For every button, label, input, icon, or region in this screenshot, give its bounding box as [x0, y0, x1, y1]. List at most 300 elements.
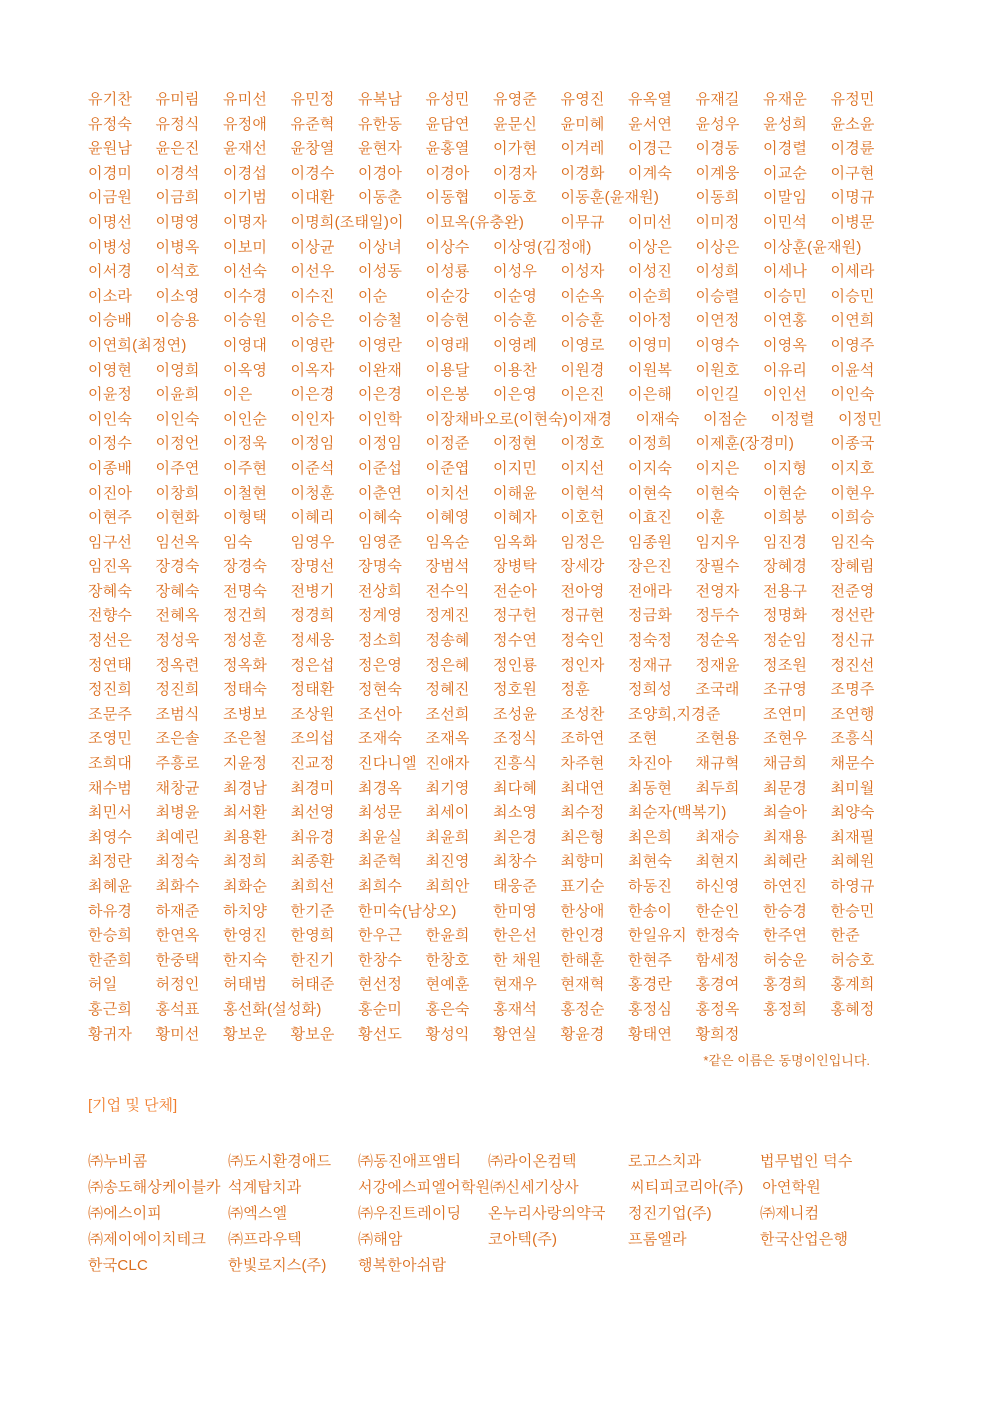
person-name: 한인경 — [560, 927, 605, 945]
person-name: 최예린 — [155, 828, 200, 846]
person-name: 최정숙 — [155, 853, 200, 871]
company-name: ㈜해암 — [358, 1231, 403, 1249]
person-name: 한 채원 — [493, 951, 542, 969]
person-name: 최희안 — [425, 878, 470, 895]
person-name: 이원경 — [560, 361, 605, 379]
person-name: 윤원남 — [88, 140, 133, 158]
person-name: 한상애 — [560, 902, 605, 920]
person-name: 허태준 — [290, 976, 335, 994]
person-name: 정훈 — [560, 681, 590, 699]
person-name: 이용달 — [425, 361, 470, 379]
person-name: 이지형 — [763, 459, 808, 477]
person-name: 최현지 — [695, 853, 740, 871]
company-name: ㈜송도해상케이블카 — [88, 1179, 221, 1197]
company-name: ㈜에스이피 — [88, 1205, 162, 1223]
person-name: 이기범 — [223, 189, 268, 207]
name-row — [88, 285, 992, 310]
person-name: 허일 — [88, 976, 118, 994]
person-name: 이소라 — [88, 287, 133, 305]
person-name: 이제훈(장경미) — [695, 435, 795, 453]
person-name: 이윤석 — [830, 361, 875, 379]
person-name: 이정현 — [493, 435, 538, 453]
person-name: 전병기 — [290, 582, 335, 600]
person-name: 이창희 — [155, 484, 200, 502]
company-name: ㈜엑스엘 — [228, 1205, 288, 1223]
person-name: 황보운 — [290, 1025, 335, 1043]
person-name: 이성자 — [560, 263, 605, 281]
person-name: 조은철 — [223, 730, 268, 748]
person-name: 이치선 — [425, 484, 470, 502]
company-name: 서강에스피엘어학원 — [358, 1179, 491, 1197]
person-name: 하재준 — [155, 902, 200, 920]
person-name: 최은희 — [628, 828, 673, 846]
person-name: 이인숙 — [88, 410, 133, 428]
person-name: 이성우 — [493, 263, 538, 281]
person-name: 정조원 — [763, 656, 808, 674]
person-name: 홍정심 — [628, 1000, 673, 1018]
person-name: 한순인 — [695, 902, 740, 920]
company-name: 한국CLC — [88, 1257, 148, 1275]
person-name: 전수익 — [425, 582, 470, 600]
person-name: 황보운 — [223, 1025, 268, 1043]
person-name: 유정애 — [223, 115, 268, 133]
person-name: 이상은 — [695, 238, 740, 256]
person-name: 조의섭 — [290, 730, 335, 748]
person-name: 이명규 — [830, 189, 875, 207]
person-name: 이혜리 — [290, 509, 335, 527]
name-row — [88, 875, 992, 900]
person-name: 이장채바오로(이현숙) — [425, 410, 569, 428]
person-name: 이승현 — [425, 312, 470, 330]
company-name: ㈜제이에이치테크 — [88, 1231, 207, 1249]
person-name: 채창균 — [155, 779, 200, 797]
person-name: 조연행 — [830, 705, 875, 723]
person-name: 조성찬 — [560, 705, 605, 723]
person-name: 유기찬 — [88, 91, 133, 108]
person-name: 함세정 — [695, 951, 740, 969]
person-name: 이현순 — [763, 484, 808, 502]
person-name: 조연미 — [763, 705, 808, 723]
person-name: 표기순 — [560, 878, 605, 895]
person-name: 최정란 — [88, 853, 133, 871]
person-name: 장범석 — [425, 558, 470, 576]
person-name: 이진아 — [88, 484, 133, 502]
person-name: 채문수 — [830, 755, 875, 773]
person-name: 이유리 — [763, 361, 808, 379]
person-name: 한승경 — [763, 902, 808, 920]
name-row — [88, 506, 992, 531]
person-name: 최희수 — [358, 878, 403, 895]
person-name: 이경아 — [425, 164, 470, 182]
person-name: 임정은 — [560, 533, 605, 551]
person-name: 유민정 — [290, 91, 335, 108]
company-list — [88, 1149, 992, 1279]
duplicate-name-note: *같은 이름은 동명이인입니다. — [703, 1053, 870, 1069]
person-name: 이민석 — [763, 213, 808, 231]
person-name: 이순강 — [425, 287, 470, 305]
person-name: 정진희 — [155, 681, 200, 699]
person-name: 이연정 — [695, 312, 740, 330]
person-name: 이준섭 — [358, 459, 403, 477]
person-name: 현예훈 — [425, 976, 470, 994]
person-name: 홍석표 — [155, 1000, 200, 1018]
person-name: 이훈 — [695, 509, 725, 527]
person-name: 홍근희 — [88, 1000, 133, 1018]
person-name: 전애라 — [628, 582, 673, 600]
person-name: 정현숙 — [358, 681, 403, 699]
person-name: 이현주 — [88, 509, 133, 527]
person-name: 최미월 — [830, 779, 875, 797]
company-name: 온누리사랑의약국 — [488, 1205, 606, 1223]
person-name: 정송혜 — [425, 632, 470, 650]
person-name: 정수연 — [493, 632, 538, 650]
person-name: 정은혜 — [425, 656, 470, 674]
person-name: 이아정 — [628, 312, 673, 330]
person-name: 최동현 — [628, 779, 673, 797]
person-name: 하신영 — [695, 878, 740, 895]
person-name: 이수진 — [290, 287, 335, 305]
name-row — [88, 703, 992, 728]
person-name: 조재옥 — [425, 730, 470, 748]
person-name: 한해훈 — [560, 951, 605, 969]
person-name: 이순옥 — [560, 287, 605, 305]
section-heading-companies: [기업 및 단체] — [88, 1097, 178, 1115]
person-name: 홍재석 — [493, 1000, 538, 1018]
name-row — [88, 383, 992, 408]
person-name: 조성윤 — [493, 705, 538, 723]
person-name: 태웅준 — [493, 878, 538, 895]
person-name: 정계진 — [425, 607, 470, 625]
person-name: 홍은숙 — [425, 1000, 470, 1018]
person-name: 이경섭 — [223, 164, 268, 182]
person-name: 정숙인 — [560, 632, 605, 650]
company-row — [88, 1253, 992, 1279]
name-row — [88, 1023, 992, 1048]
person-name: 전혜옥 — [155, 607, 200, 625]
person-name: 진애자 — [425, 755, 470, 773]
person-name: 황윤경 — [560, 1025, 605, 1043]
person-name: 유정숙 — [88, 115, 133, 133]
name-row — [88, 88, 992, 113]
person-name: 최윤희 — [425, 828, 470, 846]
name-row — [88, 949, 992, 974]
person-name: 이정임 — [358, 435, 403, 453]
person-name: 황귀자 — [88, 1025, 133, 1043]
person-name: 이상녀 — [358, 238, 403, 256]
person-name: 이동협 — [425, 189, 470, 207]
person-name: 정진희 — [88, 681, 133, 699]
person-name: 이은해 — [628, 386, 673, 404]
name-row — [88, 113, 992, 138]
person-name: 이승훈 — [493, 312, 538, 330]
person-name: 최기영 — [425, 779, 470, 797]
person-name: 최진영 — [425, 853, 470, 871]
company-name: ㈜라이온컴텍 — [488, 1153, 577, 1171]
person-name: 윤서연 — [628, 115, 673, 133]
person-name: 최대연 — [560, 779, 605, 797]
person-name: 최다혜 — [493, 779, 538, 797]
person-name: 이윤정 — [88, 386, 133, 404]
person-name: 채규혁 — [695, 755, 740, 773]
company-name: 석계탑치과 — [228, 1179, 302, 1197]
person-name: 이승민 — [830, 287, 875, 305]
person-name: 이영란 — [358, 336, 403, 354]
person-name: 이영란 — [290, 336, 335, 354]
person-name: 최희선 — [290, 878, 335, 895]
person-name: 한창호 — [425, 951, 470, 969]
person-name: 장명숙 — [358, 558, 403, 576]
person-name: 이영현 — [88, 361, 133, 379]
person-name: 홍정순 — [560, 1000, 605, 1018]
person-name: 이성동 — [358, 263, 403, 281]
person-name: 조선희 — [425, 705, 470, 723]
person-name: 이경아 — [358, 164, 403, 182]
person-name: 이영래 — [425, 336, 470, 354]
company-name: 프롬엘라 — [628, 1231, 687, 1249]
person-name: 장혜경 — [763, 558, 808, 576]
person-name: 정금화 — [628, 607, 673, 625]
person-name: 최문경 — [763, 779, 808, 797]
person-name: 한지숙 — [223, 951, 268, 969]
person-name: 한연옥 — [155, 927, 200, 945]
person-name: 정성욱 — [155, 632, 200, 650]
person-name: 유옥열 — [628, 91, 673, 108]
person-name: 임영준 — [358, 533, 403, 551]
person-name: 이대환 — [290, 189, 335, 207]
person-name: 이철현 — [223, 484, 268, 502]
person-name: 임옥화 — [493, 533, 538, 551]
person-name: 한승희 — [88, 927, 133, 945]
person-name: 정태숙 — [223, 681, 268, 699]
person-name: 진흥식 — [493, 755, 538, 773]
person-name: 정연태 — [88, 656, 133, 674]
person-name: 하영규 — [830, 878, 875, 895]
company-name: 코아텍(주) — [488, 1231, 558, 1249]
person-name: 정성훈 — [223, 632, 268, 650]
person-name: 이은영 — [493, 386, 538, 404]
person-name: 최윤실 — [358, 828, 403, 846]
person-name: 이정욱 — [223, 435, 268, 453]
person-name: 조재숙 — [358, 730, 403, 748]
person-name: 임지우 — [695, 533, 740, 551]
name-row — [88, 359, 992, 384]
person-name: 정두수 — [695, 607, 740, 625]
person-name: 이준엽 — [425, 459, 470, 477]
name-row — [88, 973, 992, 998]
name-row — [88, 432, 992, 457]
company-name: ㈜프라우텍 — [228, 1231, 302, 1249]
name-row — [88, 727, 992, 752]
person-name: 최민서 — [88, 804, 133, 822]
person-name: 이상수 — [425, 238, 470, 256]
name-row — [88, 752, 992, 777]
person-name: 윤창열 — [290, 140, 335, 158]
person-name: 이은경 — [290, 386, 335, 404]
person-name: 전향수 — [88, 607, 133, 625]
person-name: 최두희 — [695, 779, 740, 797]
person-name: 한영희 — [290, 927, 335, 945]
person-name: 조현우 — [763, 730, 808, 748]
person-name: 이옥자 — [290, 361, 335, 379]
company-row — [88, 1149, 992, 1175]
person-name: 이영로 — [560, 336, 605, 354]
person-name: 최양숙 — [830, 804, 875, 822]
person-name: 최병윤 — [155, 804, 200, 822]
person-name: 이재숙 — [635, 410, 680, 428]
person-name: 이경렬 — [763, 140, 808, 158]
person-name: 최수정 — [560, 804, 605, 822]
person-name: 정구헌 — [493, 607, 538, 625]
person-name: 최혜윤 — [88, 878, 133, 895]
person-name: 이재경 — [568, 410, 613, 428]
person-name: 유영준 — [493, 91, 538, 108]
person-name: 윤담연 — [425, 115, 470, 133]
person-name: 이인학 — [358, 410, 403, 428]
person-name: 최재용 — [763, 828, 808, 846]
person-name: 황희정 — [695, 1025, 740, 1043]
person-name: 이윤희 — [155, 386, 200, 404]
person-name: 정선은 — [88, 632, 133, 650]
person-name: 최화순 — [223, 878, 268, 895]
person-name: 이명영 — [155, 213, 200, 231]
person-name: 이승철 — [358, 312, 403, 330]
person-name: 이현숙 — [628, 484, 673, 502]
person-name: 최혜원 — [830, 853, 875, 871]
person-name: 이영주 — [830, 336, 875, 354]
person-name: 최경옥 — [358, 779, 403, 797]
person-name: 이겨레 — [560, 140, 605, 158]
person-name: 유성민 — [425, 91, 470, 108]
person-name: 이승용 — [155, 312, 200, 330]
person-name: 유복남 — [358, 91, 403, 108]
person-name: 이묘옥(유충완) — [425, 213, 525, 231]
person-name: 조명주 — [830, 681, 875, 699]
person-name: 유영진 — [560, 91, 605, 108]
person-name: 이미정 — [695, 213, 740, 231]
person-name: 이영대 — [223, 336, 268, 354]
company-row — [88, 1227, 992, 1253]
person-name: 이지선 — [560, 459, 605, 477]
person-name: 홍순미 — [358, 1000, 403, 1018]
person-name: 이상균 — [290, 238, 335, 256]
person-name: 정인룡 — [493, 656, 538, 674]
company-name: 한국산업은행 — [760, 1231, 849, 1249]
person-name: 이해윤 — [493, 484, 538, 502]
person-name: 이완재 — [358, 361, 403, 379]
person-name: 최재승 — [695, 828, 740, 846]
person-name: 최세이 — [425, 804, 470, 822]
person-name: 이영수 — [695, 336, 740, 354]
person-name: 정진선 — [830, 656, 875, 674]
company-name: 로고스치과 — [628, 1153, 702, 1171]
person-name: 최순자(백복기) — [628, 804, 727, 822]
person-name: 이선우 — [290, 263, 335, 281]
person-name: 정건희 — [223, 607, 268, 625]
person-name: 정세웅 — [290, 632, 335, 650]
person-name: 이승렬 — [695, 287, 740, 305]
person-name: 이금원 — [88, 189, 133, 207]
person-name: 최준혁 — [358, 853, 403, 871]
person-name: 이형택 — [223, 509, 268, 527]
person-name: 홍정희 — [763, 1000, 808, 1018]
person-name: 장명선 — [290, 558, 335, 576]
person-name: 임종원 — [628, 533, 673, 551]
name-row — [88, 531, 992, 556]
person-name: 이청훈 — [290, 484, 335, 502]
person-name: 황미선 — [155, 1025, 200, 1043]
name-row — [88, 309, 992, 334]
person-name: 채수범 — [88, 779, 133, 797]
person-name: 홍경란 — [628, 976, 673, 994]
person-name: 윤성우 — [695, 115, 740, 133]
person-name: 이경석 — [155, 164, 200, 182]
person-name: 이순희 — [628, 287, 673, 305]
person-name: 현재우 — [493, 976, 538, 994]
person-name: 이종국 — [830, 435, 875, 453]
name-row — [88, 850, 992, 875]
person-name: 이금희 — [155, 189, 200, 207]
person-name: 한영진 — [223, 927, 268, 945]
person-name: 한주연 — [763, 927, 808, 945]
person-name: 이춘연 — [358, 484, 403, 502]
person-name: 이인순 — [223, 410, 268, 428]
name-row — [88, 678, 992, 703]
person-name: 이세나 — [763, 263, 808, 281]
person-name: 조범식 — [155, 705, 200, 723]
person-name: 황선도 — [358, 1025, 403, 1043]
person-name: 한우근 — [358, 927, 403, 945]
person-name: 이무규 — [560, 213, 605, 231]
person-name: 한미숙(남상오) — [358, 902, 457, 920]
person-name: 이석호 — [155, 263, 200, 281]
person-name: 이정언 — [155, 435, 200, 453]
name-row — [88, 629, 992, 654]
person-name: 홍정옥 — [695, 1000, 740, 1018]
person-name: 조양희,지경준 — [628, 705, 721, 723]
person-name: 유정민 — [830, 91, 875, 108]
person-name: 이구현 — [830, 164, 875, 182]
person-name: 조영민 — [88, 730, 133, 748]
person-name: 이경동 — [695, 140, 740, 158]
person-name: 최혜란 — [763, 853, 808, 871]
person-name: 차주현 — [560, 755, 605, 773]
person-name: 정혜진 — [425, 681, 470, 699]
person-name: 정재규 — [628, 656, 673, 674]
person-name: 이혜숙 — [358, 509, 403, 527]
person-name: 최성문 — [358, 804, 403, 822]
person-name: 정숙정 — [628, 632, 673, 650]
person-name: 이동호 — [493, 189, 538, 207]
person-name: 전명숙 — [223, 582, 268, 600]
person-name: 이경미 — [88, 164, 133, 182]
person-name: 조희대 — [88, 755, 133, 773]
person-name: 이수경 — [223, 287, 268, 305]
person-name: 최종환 — [290, 853, 335, 871]
person-name: 이경수 — [290, 164, 335, 182]
person-name: 이정렬 — [770, 410, 815, 428]
person-name: 이동희 — [695, 189, 740, 207]
person-name: 이주연 — [155, 459, 200, 477]
person-name: 최화수 — [155, 878, 200, 895]
person-name: 홍경여 — [695, 976, 740, 994]
person-name: 최정희 — [223, 853, 268, 871]
person-name: 이원복 — [628, 361, 673, 379]
company-name: ㈜우진트레이딩 — [358, 1205, 462, 1223]
person-name: 이병옥 — [155, 238, 200, 256]
person-name: 이희붕 — [763, 509, 808, 527]
person-name: 허승호 — [830, 951, 875, 969]
person-name: 이정희 — [628, 435, 673, 453]
